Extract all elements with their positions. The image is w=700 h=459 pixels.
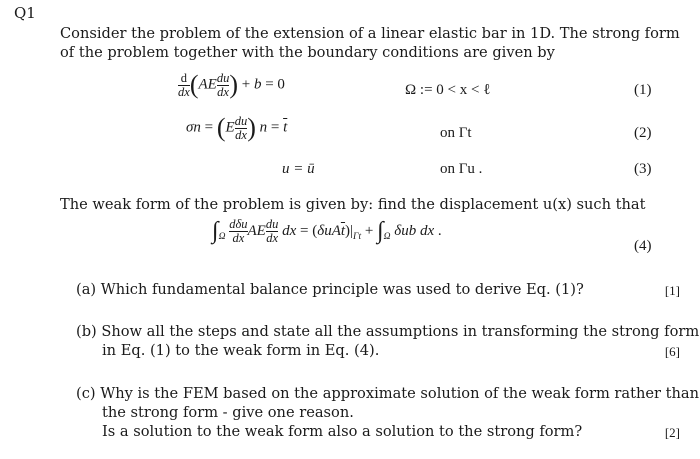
equation-3-number: (3) (634, 161, 652, 177)
part-a-marks: [1] (664, 283, 680, 298)
equation-1-domain: Ω := 0 < x < ℓ (405, 82, 491, 98)
intro-line-1: Consider the problem of the extension of a linear elastic bar in 1D. The strong form (60, 25, 680, 42)
question-label: Q1 (14, 4, 36, 22)
equation-4: $\int_\Omega$ $\frac{\text{dδu}}{dx}$ AE $\frac{du}{dx}$ dx = $(\delta uA\overline{t})|_{\Gamma t} + \int_\Omega$ δub dx . (212, 217, 442, 245)
part-c-marks: [2] (664, 425, 680, 440)
part-b-line-1: (b) Show all the steps and state all the assumptions in transforming the strong form (76, 323, 700, 340)
equation-2-boundary: on Γt (440, 125, 472, 141)
part-b-line-2: in Eq. (1) to the weak form in Eq. (4). (102, 342, 380, 359)
equation-4-number: (4) (634, 238, 652, 254)
equation-3-boundary: on Γu . (440, 161, 483, 177)
part-c-line-1: (c) Why is the FEM based on the approximate solution of the weak form rather than (76, 385, 699, 402)
weak-form-intro: The weak form of the problem is given by: find the displacement u(x) such that (60, 196, 646, 213)
part-c-line-2: the strong form - give one reason. (102, 404, 354, 421)
equation-2: σn = (E $\frac{du}{dx}$ ) $n = \overline{t}$ (186, 113, 288, 142)
part-a-text: (a) Which fundamental balance principle was used to derive Eq. (1)? (76, 281, 584, 298)
part-b-marks: [6] (664, 344, 680, 359)
equation-3: u = ū (282, 161, 315, 177)
equation-1-number: (1) (634, 82, 652, 98)
intro-line-2: of the problem together with the boundary conditions are given by (60, 44, 555, 61)
part-c-line-3: Is a solution to the weak form also a solution to the strong form? (102, 423, 583, 440)
equation-1: $\frac{d}{dx}$ (AE $\frac{du}{dx}$ ) + b = 0 (178, 70, 285, 99)
equation-2-number: (2) (634, 125, 652, 141)
